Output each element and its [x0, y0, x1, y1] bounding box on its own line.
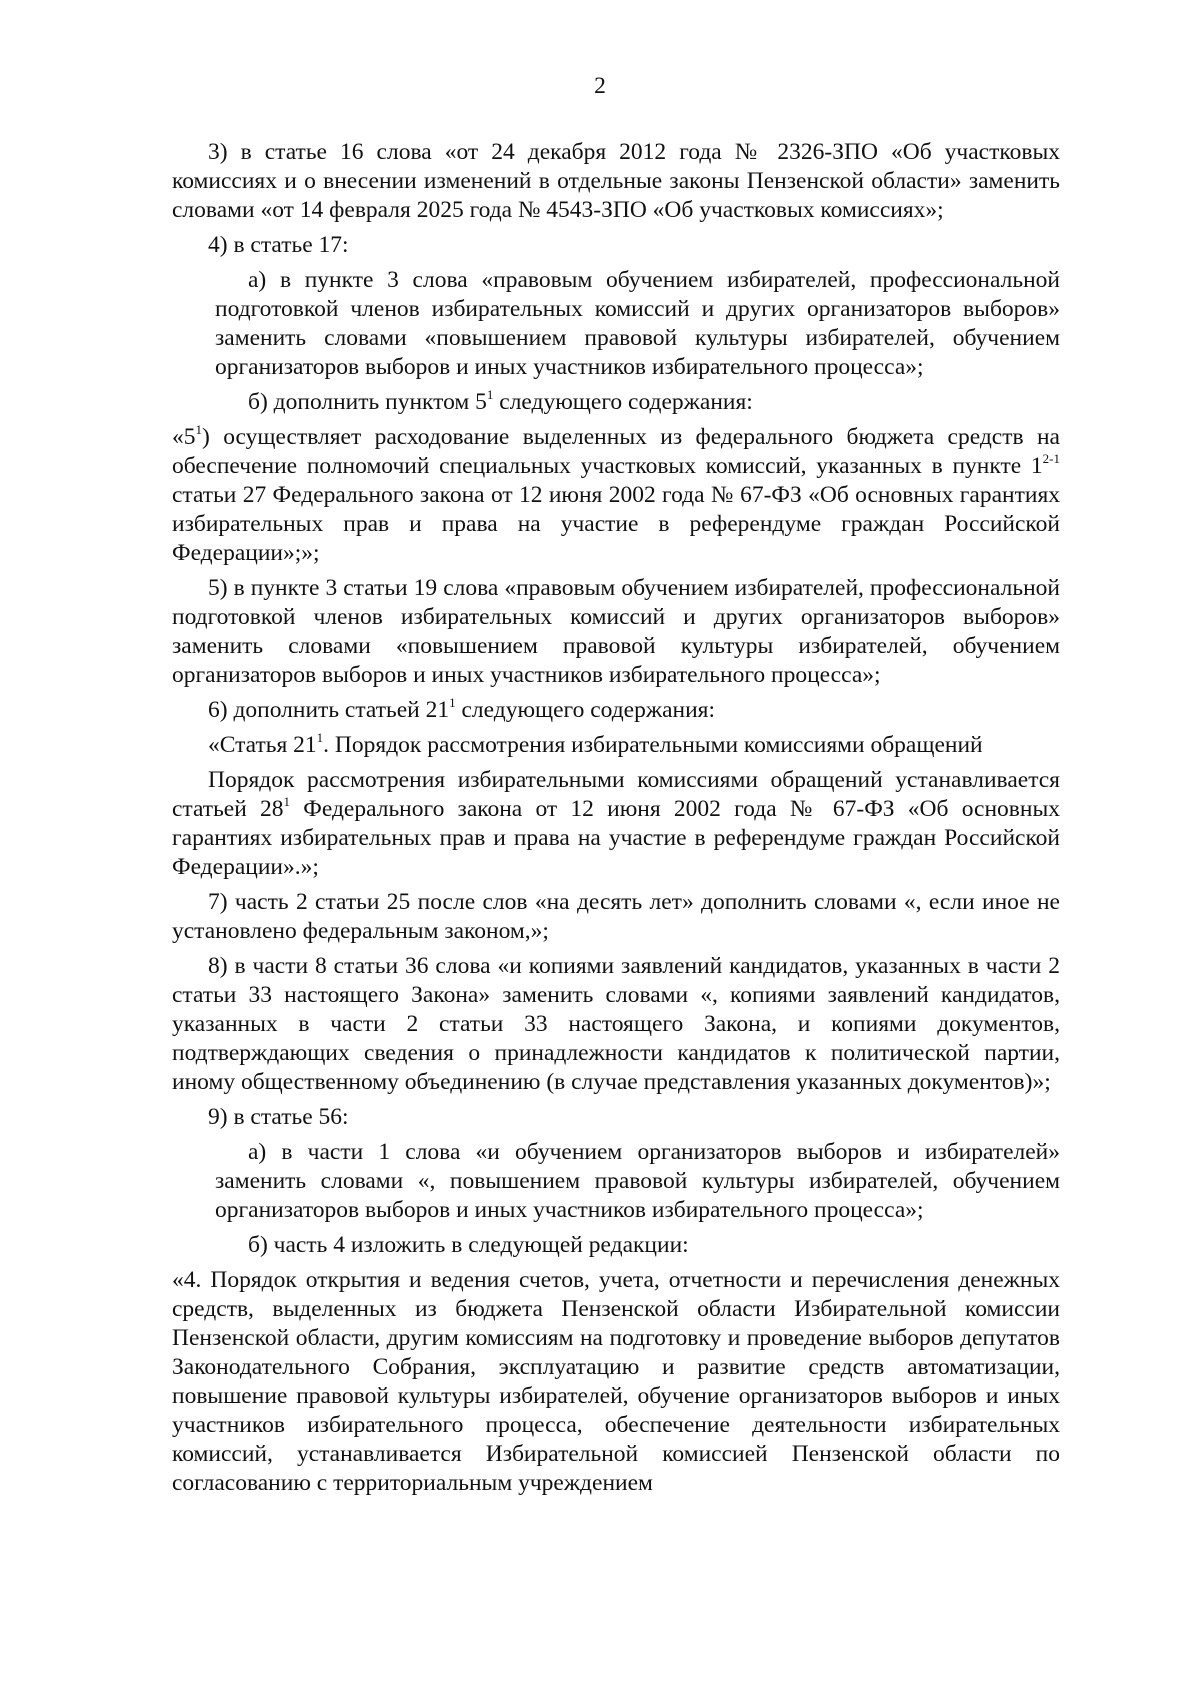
superscript: 1	[449, 695, 456, 711]
item-4a-paragraph: а) в пункте 3 слова «правовым обучением избирателей, профессиональной подготовкой членов избирательных комиссий и других организаторов выборов» заменить словами «повышением правовой культуры избирателей, обучением организаторов выборов и иных участников избирательного процесса»;	[215, 267, 1060, 380]
item-4-paragraph: 4) в статье 17:	[208, 232, 349, 258]
item-3-paragraph: 3) в статье 16 слова «от 24 декабря 2012 года № 2326-ЗПО «Об участковых комиссиях и о внесении изменений в отдельные законы Пензенской области» заменить словами «от 14 февраля 2025 года № 4543-ЗПО «Об участковых комиссиях»;	[172, 139, 1060, 223]
superscript: 1	[283, 794, 291, 810]
heading-text-start: «Статья 21	[208, 732, 317, 758]
item-9b-quoted-text: «4. Порядок открытия и ведения счетов, учета, отчетности и перечисления денежных средств, выделенных из бюджета Пензенской области Избирательной комиссии Пензенской области, другим комиссиям на подготовку и проведение выборов депутатов Законодательного Собрания, эксплуатацию и развитие средств автоматизации, повышение правовой культуры избирателей, обучение организаторов выборов и иных участников избирательного процесса, обеспечение деятельности избирательных комиссий, устанавливается Избирательной комиссией Пензенской области по согласованию с территориальным учреждением	[172, 1267, 1060, 1496]
article-21-1-text	[172, 766, 1060, 882]
item-4b-text-start: б) дополнить пунктом 5	[248, 389, 487, 415]
item-9-paragraph: 9) в статье 56:	[208, 1104, 349, 1130]
article-21-1-heading	[172, 731, 1060, 760]
superscript: 2-1	[1042, 451, 1060, 467]
item-7-paragraph: 7) часть 2 статьи 25 после слов «на десять лет» дополнить словами «, если иное не установлено федеральным законом,»;	[172, 889, 1060, 944]
superscript: 1	[316, 730, 324, 746]
quoted-text-end: статьи 27 Федерального закона от 12 июня 2002 года № 67-ФЗ «Об основных гарантиях избирательных прав и права на участие в референдуме граждан Российской Федерации»;»;	[172, 482, 1060, 566]
page-number: 2	[594, 73, 606, 99]
item-4b-quoted-text	[172, 423, 1060, 568]
item-5-paragraph: 5) в пункте 3 статьи 19 слова «правовым обучением избирателей, профессиональной подготовкой членов избирательных комиссий и других организаторов выборов» заменить словами «повышением правовой культуры избирателей, обучением организаторов выборов и иных участников избирательного процесса»;	[172, 575, 1060, 688]
item-6-text-end: следующего содержания:	[455, 697, 716, 723]
item-6-paragraph	[172, 696, 1060, 725]
document-body	[172, 138, 1060, 1504]
superscript: 1	[486, 387, 494, 403]
quoted-text-start: «5	[172, 424, 196, 450]
article-text-end: Федерального закона от 12 июня 2002 года № 67-ФЗ «Об основных гарантиях избирательных прав и права на участие в референдуме граждан Российской Федерации».»;	[172, 796, 1060, 880]
article-text-start: Порядок рассмотрения избирательными комиссиями обращений устанавливается статьей 28	[172, 767, 1060, 822]
item-6-text-start: 6) дополнить статьей 21	[208, 697, 450, 723]
item-4b-paragraph	[172, 388, 1060, 417]
quoted-text-middle: ) осуществляет расходование выделенных из федерального бюджета средств на обеспечение полномочий специальных участковых комиссий, указанных в пункте 1	[172, 424, 1060, 479]
item-4b-text-end: следующего содержания:	[493, 389, 753, 415]
item-9b-paragraph: б) часть 4 изложить в следующей редакции:	[248, 1232, 689, 1258]
item-8-paragraph: 8) в части 8 статьи 36 слова «и копиями заявлений кандидатов, указанных в части 2 статьи 33 настоящего Закона» заменить словами «, копиями заявлений кандидатов, указанных в части 2 статьи 33 настоящего Закона, и копиями документов, подтверждающих сведения о принадлежности кандидатов к политической партии, иному общественному объединению (в случае представления указанных документов)»;	[172, 953, 1060, 1095]
item-9a-paragraph: а) в части 1 слова «и обучением организаторов выборов и избирателей» заменить словами «, повышением правовой культуры избирателей, обучением организаторов выборов и иных участников избирательного процесса»;	[215, 1139, 1060, 1223]
heading-text-end: . Порядок рассмотрения избирательными комиссиями обращений	[323, 732, 983, 758]
superscript: 1	[195, 422, 202, 438]
